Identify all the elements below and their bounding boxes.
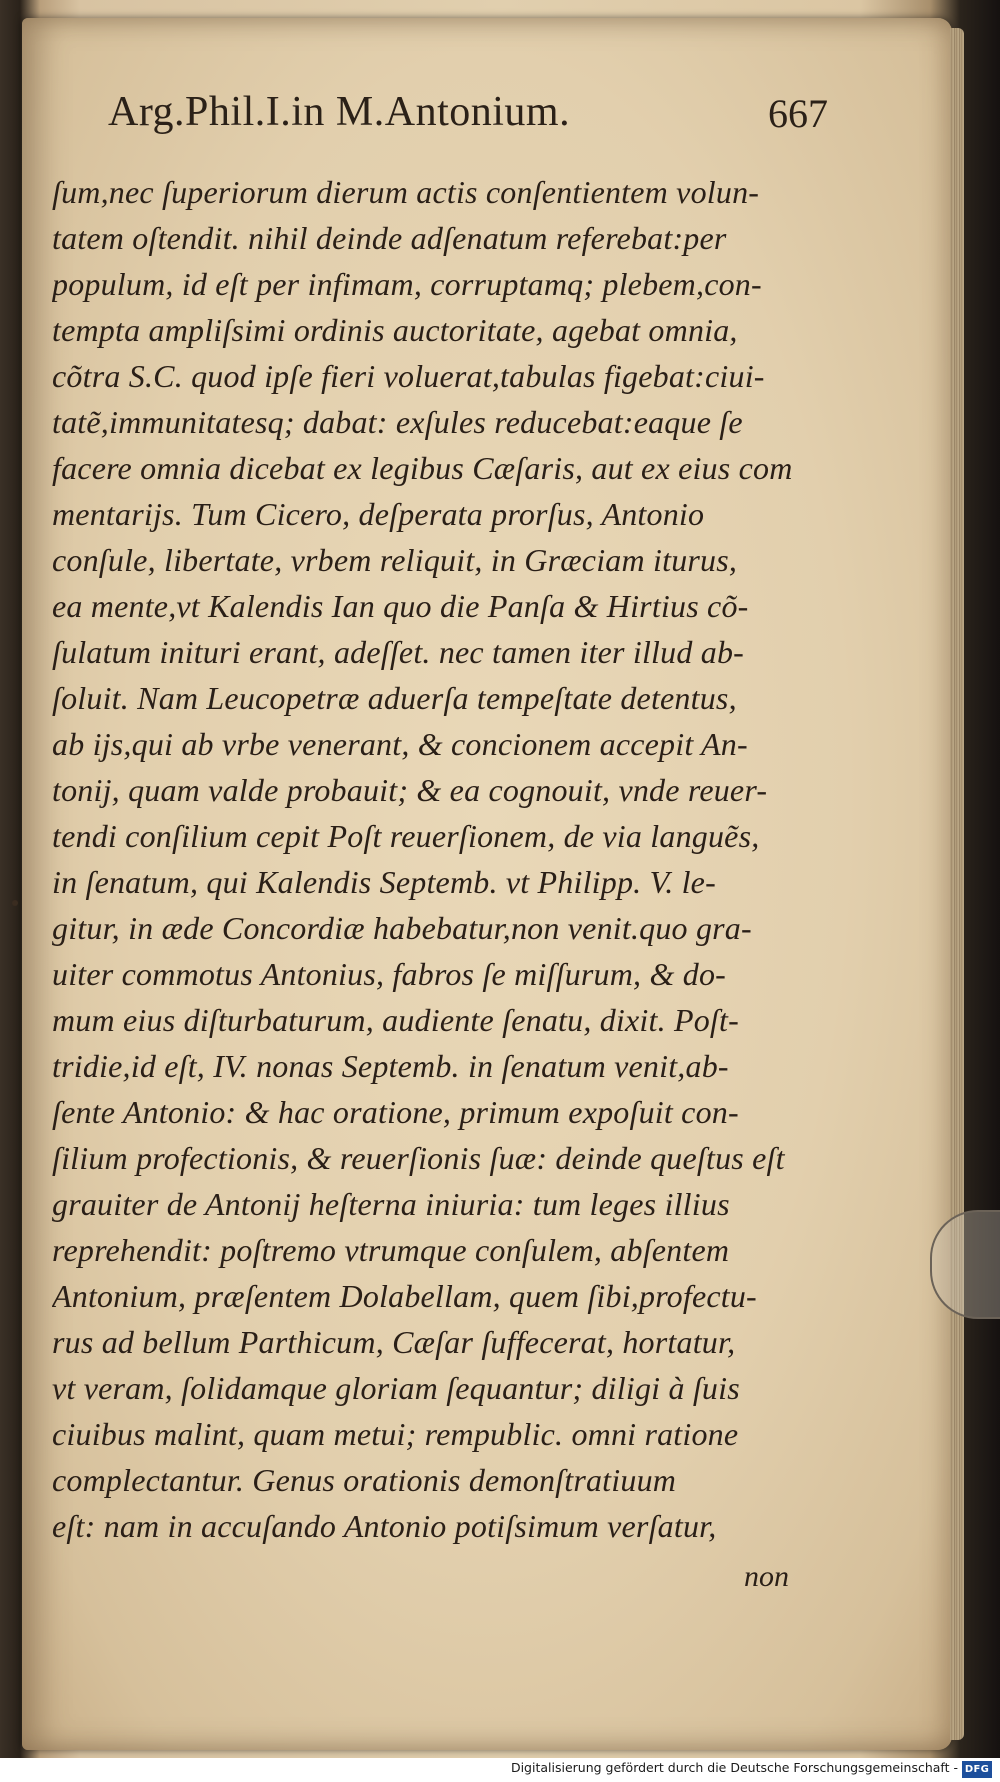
text-line: conſule, libertate, vrbem reliquit, in Græciam iturus, [52,542,738,578]
text-line: cõtra S.C. quod ipſe fieri voluerat,tabulas figebat:ciui- [52,358,765,394]
text-line: grauiter de Antonij heſterna iniuria: tum leges illius [52,1186,730,1222]
catchword: non [744,1560,789,1593]
text-line: Antonium, præſentem Dolabellam, quem ſibi,profectu- [52,1278,757,1314]
text-line: eſt: nam in accuſando Antonio potiſsimum verſatur, [52,1508,717,1544]
funding-credit: Digitalisierung gefördert durch die Deutsche Forschungsgemeinschaft - [510,1760,958,1775]
text-line: populum, id eſt per infimam, corruptamq; plebem,con- [52,266,762,302]
text-line: tridie,id eſt, IV. nonas Septemb. in ſenatum venit,ab- [52,1048,729,1084]
digitization-footer [0,1758,1000,1782]
text-line: in ſenatum, qui Kalendis Septemb. vt Philipp. V. le- [52,864,716,900]
margin-mark [12,900,18,906]
page-header [108,88,828,148]
body-text [52,172,832,1592]
text-line: rus ad bellum Parthicum, Cæſar ſuffecerat, hortatur, [52,1324,736,1360]
text-line: gitur, in æde Concordiæ habebatur,non venit.quo gra- [52,910,752,946]
text-line: uiter commotus Antonius, fabros ſe miſſurum, & do- [52,956,726,992]
text-line: tatẽ,immunitatesq; dabat: exſules reducebat:eaque ſe [52,404,743,440]
text-line: complectantur. Genus orationis demonſtratiuum [52,1462,677,1498]
page-edges [950,28,964,1740]
text-line: tempta ampliſsimi ordinis auctoritate, agebat omnia, [52,312,738,348]
text-line: ſulatum inituri erant, adeſſet. nec tamen iter illud ab- [52,634,744,670]
text-line: vt veram, ſolidamque gloriam ſequantur; diligi à ſuis [52,1370,740,1406]
text-line: tendi conſilium cepit Poſt reuerſionem, de via languẽs, [52,818,760,854]
text-line: ab ijs,qui ab vrbe venerant, & concionem accepit An- [52,726,748,762]
text-line: ea mente,vt Kalendis Ian quo die Panſa & Hirtius cõ- [52,588,749,624]
text-line: facere omnia dicebat ex legibus Cæſaris, aut ex eius com [52,450,793,486]
text-line: tonij, quam valde probauit; & ea cognouit, vnde reuer- [52,772,768,808]
text-line: ſilium profectionis, & reuerſionis ſuæ: deinde queſtus eſt [52,1140,785,1176]
text-line: ſente Antonio: & hac oratione, primum expoſuit con- [52,1094,739,1130]
text-line: ſoluit. Nam Leucopetræ aduerſa tempeſtate detentus, [52,680,737,716]
dfg-logo: DFG [962,1761,992,1778]
page-number: 667 [768,91,828,136]
running-title: Arg.Phil.I.in M.Antonium. [108,89,571,135]
text-line: tatem oſtendit. nihil deinde adſenatum referebat:per [52,220,727,256]
text-line: mentarijs. Tum Cicero, deſperata prorſus, Antonio [52,496,705,532]
text-line: reprehendit: poſtremo vtrumque conſulem, abſentem [52,1232,730,1268]
text-line: mum eius diſturbaturum, audiente ſenatu, dixit. Poſt- [52,1002,739,1038]
text-line: ciuibus malint, quam metui; rempublic. omni ratione [52,1416,739,1452]
text-line: ſum,nec ſuperiorum dierum actis conſentientem volun- [52,174,760,210]
